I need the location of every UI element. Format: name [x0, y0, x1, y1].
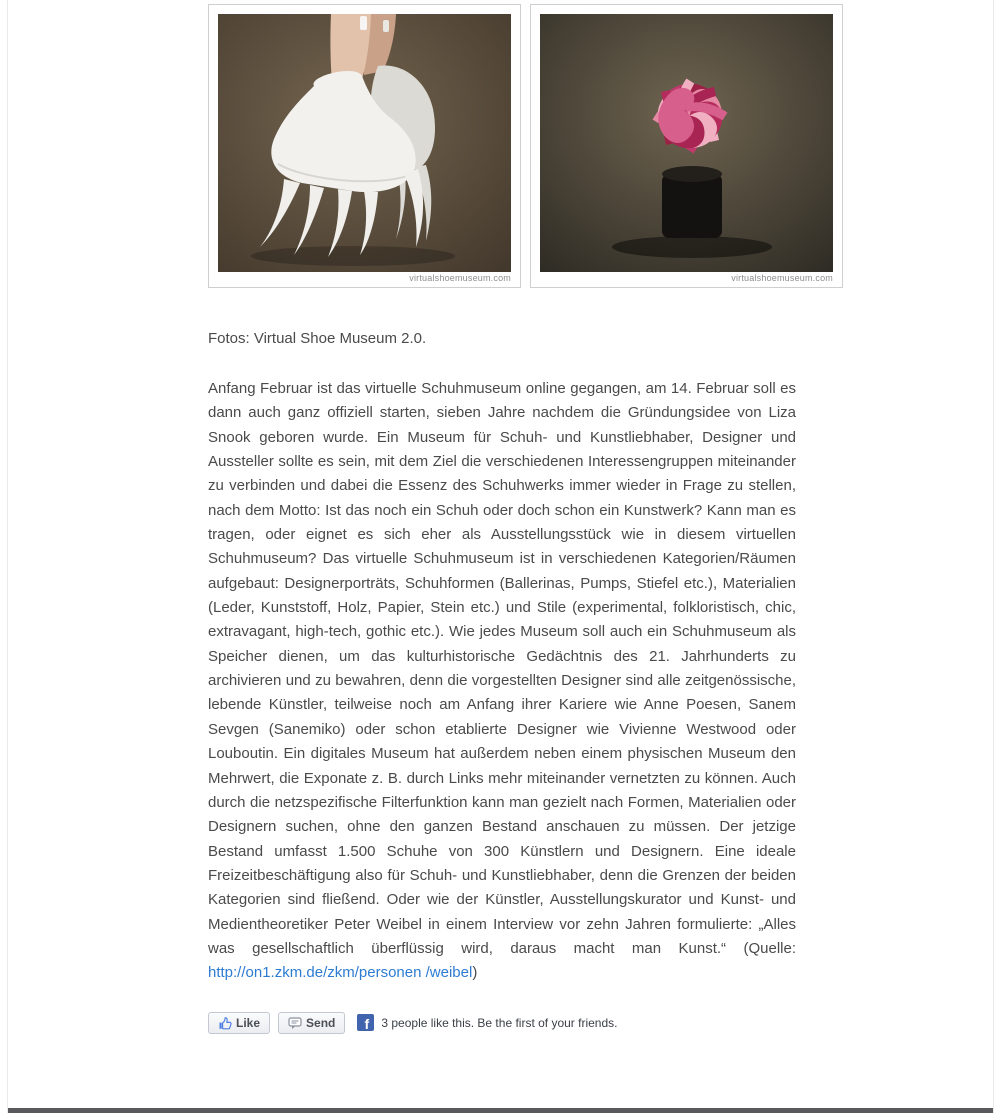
photo-frame-right	[530, 4, 843, 288]
photo-row	[208, 0, 993, 288]
article-text-end: )	[472, 964, 478, 982]
white-claw-shoes-photo	[218, 14, 511, 272]
article-paragraph	[208, 377, 796, 986]
fb-send-label: Send	[306, 1015, 336, 1030]
article-text: Anfang Februar ist das virtuelle Schuhmuseum online gegangen, am 14. Februar soll es dann auch ganz offiziell starten, sieben Jahre nachdem die Gründungsidee von Liza Snook geboren wurde. Ein Museum für Schuh- und Kunstliebhaber, Designer und Aussteller sollte es sein, mit dem Ziel die verschiedenen Interessengruppen miteinander zu verbinden und dabei die Essenz des Schuhwerks immer wieder in Frage zu stellen, nach dem Motto: Ist das noch ein Schuh oder doch schon ein Kunstwerk? Kann man es tragen, oder eignet es sich eher als Ausstellungsstück wie in diesem virtuellen Schuhmuseum? Das virtuelle Schuhmuseum ist in verschiedenen Kategorien/Räumen aufgebaut: Designerporträts, Schuhformen (Ballerinas, Pumps, Stiefel etc.), Materialien (Leder, Kunststoff, Holz, Papier, Stein etc.) und Stile (experimental, folkloristisch, chic, extravagant, high-tech, gothic etc.). Wie jedes Museum soll auch ein Schuhmuseum als Speicher dienen, um das kulturhistorische Gedächtnis des 21. Jahrhunderts zu archivieren und zu bewahren, denn die vorgestellten Designer sind alle zeitgenössische, lebende Künstler, teilweise noch am Anfang ihrer Kariere wie Anne Poesen, Sanem Sevgen (Sanemiko) oder schon etablierte Designer wie Vivienne Westwood oder Louboutin. Ein digitales Museum hat außerdem neben einem physischen Museum den Mehrwert, die Exponate z. B. durch Links mehr miteinander vernetzten zu können. Auch durch die netzspezifische Filterfunktion kann man gezielt nach Formen, Materialien oder Designern suchen, ohne den ganzen Bestand anschauen zu müssen. Der jetzige Bestand umfasst 1.500 Schuhe von 300 Künstlern und Designern. Eine ideale Freizeitbeschäftigung also für Schuh- und Kunstliebhaber, denn die Grenzen der beiden Kategorien sind fließend. Oder wie der Künstler, Ausstellungskurator und Kunst- und Medientheoretiker Peter Weibel in einem Interview vor zehn Jahren formulierte: „Alles was gesellschaftlich überflüssig wird, daraus macht man Kunst.“ (Quelle:	[208, 380, 796, 957]
photo-watermark-left: virtualshoemuseum.com	[409, 273, 511, 283]
page-container	[7, 0, 994, 1113]
thumbs-up-icon	[218, 1016, 232, 1030]
article-content	[8, 0, 993, 1034]
photo-watermark-right: virtualshoemuseum.com	[731, 273, 833, 283]
source-link[interactable]: http://on1.zkm.de/zkm/personen /weibel	[208, 964, 473, 982]
fb-like-button[interactable]	[208, 1012, 270, 1034]
photo-caption: Fotos: Virtual Shoe Museum 2.0.	[208, 330, 427, 347]
fb-social-status: 3 people like this. Be the first of your friends.	[381, 1015, 618, 1030]
pink-heels-sculpture-photo	[540, 14, 833, 272]
fb-send-button[interactable]	[278, 1012, 345, 1034]
facebook-logo-icon: f	[357, 1014, 374, 1031]
footer-bar	[8, 1108, 993, 1113]
fb-like-label: Like	[236, 1015, 261, 1030]
facebook-widget	[208, 1012, 993, 1034]
photo-frame-left	[208, 4, 521, 288]
speech-bubble-icon	[288, 1016, 302, 1030]
